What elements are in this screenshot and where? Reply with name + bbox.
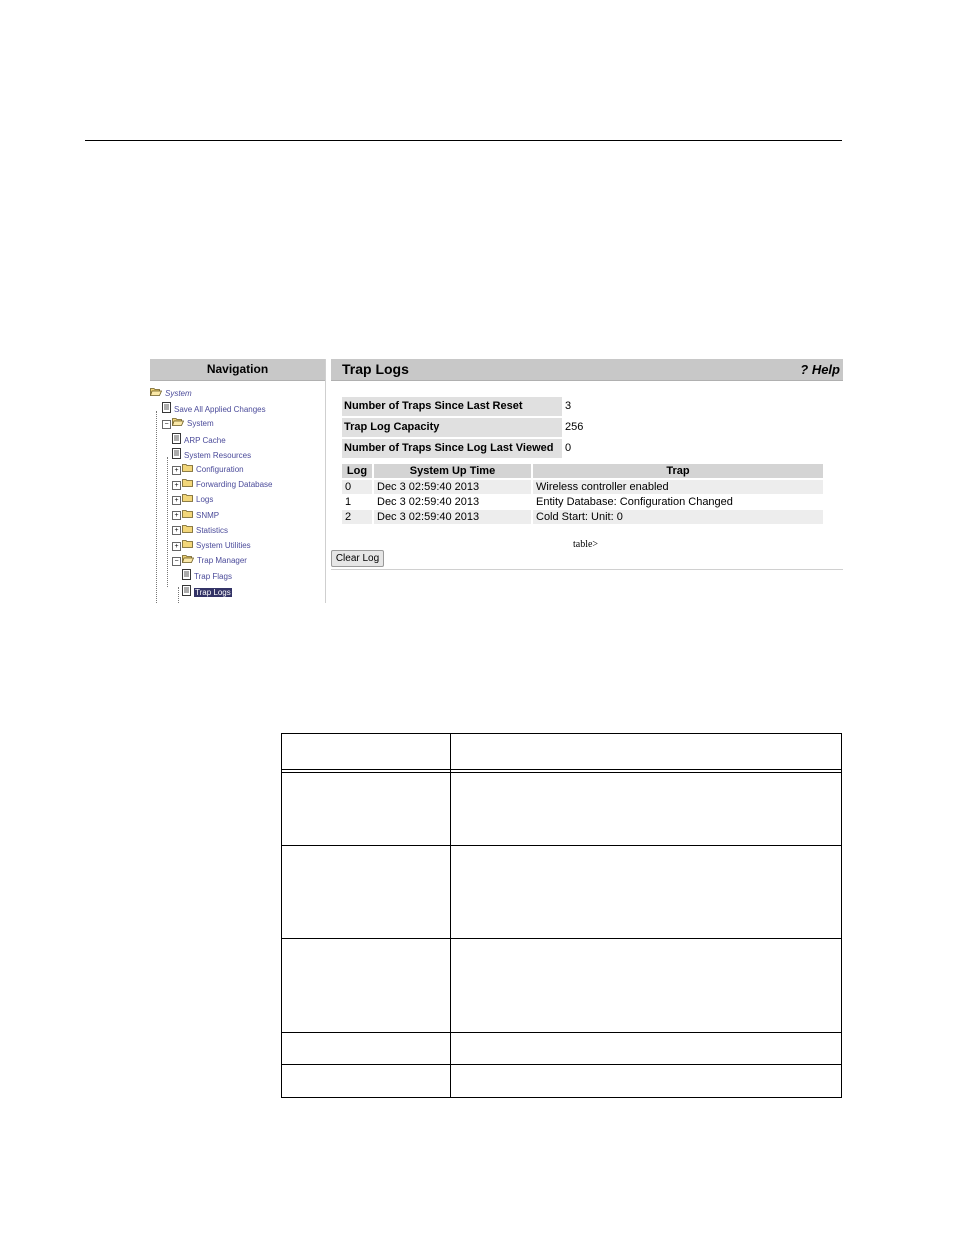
nav-item-system-utilities[interactable] [172, 539, 251, 553]
folder-icon [182, 539, 193, 553]
main-panel [331, 359, 843, 603]
summary-value: 0 [565, 442, 572, 454]
summary-label: Number of Traps Since Last Reset [342, 397, 562, 416]
nav-item-label: Trap Logs [195, 587, 231, 597]
tree-guide-line [178, 587, 179, 603]
nav-item-forwarding-database[interactable] [172, 478, 272, 492]
table-cell: Dec 3 02:59:40 2013 [374, 480, 531, 494]
folder-icon [182, 478, 193, 492]
tree-guide-line [167, 457, 168, 587]
clear-log-button[interactable]: Clear Log [331, 550, 384, 567]
top-rule [85, 140, 842, 141]
nav-item-label: System [187, 419, 214, 429]
nav-item-label: Configuration [196, 465, 244, 474]
divider [331, 569, 843, 570]
page-icon [162, 402, 171, 418]
table-cell: Cold Start: Unit: 0 [533, 510, 823, 524]
plus-icon[interactable]: + [172, 481, 181, 490]
nav-item-label: Statistics [196, 525, 229, 535]
nav-item-trap-manager[interactable] [172, 554, 247, 568]
nav-item-statistics[interactable] [172, 524, 228, 538]
folder-icon [182, 463, 193, 477]
nav-item-system[interactable] [162, 417, 214, 431]
help-link[interactable]: ? Help [800, 362, 840, 377]
row-rule [281, 938, 842, 939]
plus-icon[interactable]: + [172, 466, 181, 475]
folder-icon [172, 417, 184, 431]
folder-icon [182, 524, 193, 538]
table-cell: 2 [342, 510, 372, 524]
trap-logs-screenshot [150, 359, 843, 603]
stray-markup-text: table> [573, 539, 599, 550]
folder-icon [182, 493, 193, 507]
summary-value: 256 [565, 421, 584, 433]
folder-icon [182, 554, 194, 568]
minus-icon[interactable]: − [162, 420, 171, 429]
page-icon [182, 585, 191, 601]
column-divider [450, 733, 451, 1098]
nav-item-label: System Resources [184, 450, 252, 460]
plus-icon[interactable]: + [172, 496, 181, 505]
nav-item-label: SNMP [196, 510, 220, 520]
plus-icon[interactable]: + [172, 511, 181, 520]
nav-item-label: Trap Manager [197, 556, 247, 566]
summary-value: 3 [565, 400, 572, 412]
nav-item-label: ARP Cache [184, 435, 226, 445]
navigation-tree [150, 387, 325, 603]
table-cell: Dec 3 02:59:40 2013 [374, 495, 531, 509]
column-header-trap: Trap [533, 464, 823, 478]
row-rule [281, 1064, 842, 1065]
nav-item-label: System Utilities [196, 541, 251, 550]
nav-item-trap-logs[interactable] [182, 585, 232, 599]
page-icon [172, 433, 181, 449]
nav-item-trap-flags[interactable] [182, 569, 232, 583]
table-cell: 1 [342, 495, 372, 509]
summary-label: Number of Traps Since Log Last Viewed [342, 439, 562, 458]
page-icon [182, 569, 191, 585]
table-cell: Dec 3 02:59:40 2013 [374, 510, 531, 524]
nav-item-arp-cache[interactable] [172, 433, 226, 447]
table-cell: 0 [342, 480, 372, 494]
header-rule [281, 772, 842, 773]
tree-guide-line [156, 411, 157, 603]
description-table [281, 733, 842, 1098]
nav-item-save-all-applied-changes[interactable] [162, 402, 266, 416]
header-rule [281, 769, 842, 770]
nav-item-logs[interactable] [172, 493, 213, 507]
nav-item-label: System [165, 389, 192, 398]
folder-icon [150, 387, 162, 401]
navigation-panel [150, 359, 326, 603]
page-header [331, 359, 843, 381]
row-rule [281, 845, 842, 846]
nav-item-label: Save All Applied Changes [174, 405, 266, 415]
nav-item-system[interactable] [150, 387, 192, 401]
table-border [281, 1097, 842, 1098]
page-icon [172, 448, 181, 464]
page-title: Trap Logs [342, 361, 409, 377]
nav-item-label: Forwarding Database [196, 480, 273, 490]
column-header-uptime: System Up Time [374, 464, 531, 478]
navigation-title: Navigation [150, 359, 325, 381]
table-cell: Entity Database: Configuration Changed [533, 495, 823, 509]
table-border [281, 733, 282, 1098]
nav-item-label: Trap Flags [194, 572, 232, 582]
summary-label: Trap Log Capacity [342, 418, 562, 437]
column-header-log: Log [342, 464, 372, 478]
table-border [281, 733, 842, 734]
nav-item-system-resources[interactable] [172, 448, 251, 462]
folder-icon [182, 509, 193, 523]
plus-icon[interactable]: + [172, 542, 181, 551]
minus-icon[interactable]: − [172, 557, 181, 566]
plus-icon[interactable]: + [172, 526, 181, 535]
table-border [841, 733, 842, 1098]
nav-item-snmp[interactable] [172, 509, 219, 523]
nav-item-label: Logs [196, 495, 214, 505]
table-cell: Wireless controller enabled [533, 480, 823, 494]
row-rule [281, 1032, 842, 1033]
nav-item-configuration[interactable] [172, 463, 244, 477]
